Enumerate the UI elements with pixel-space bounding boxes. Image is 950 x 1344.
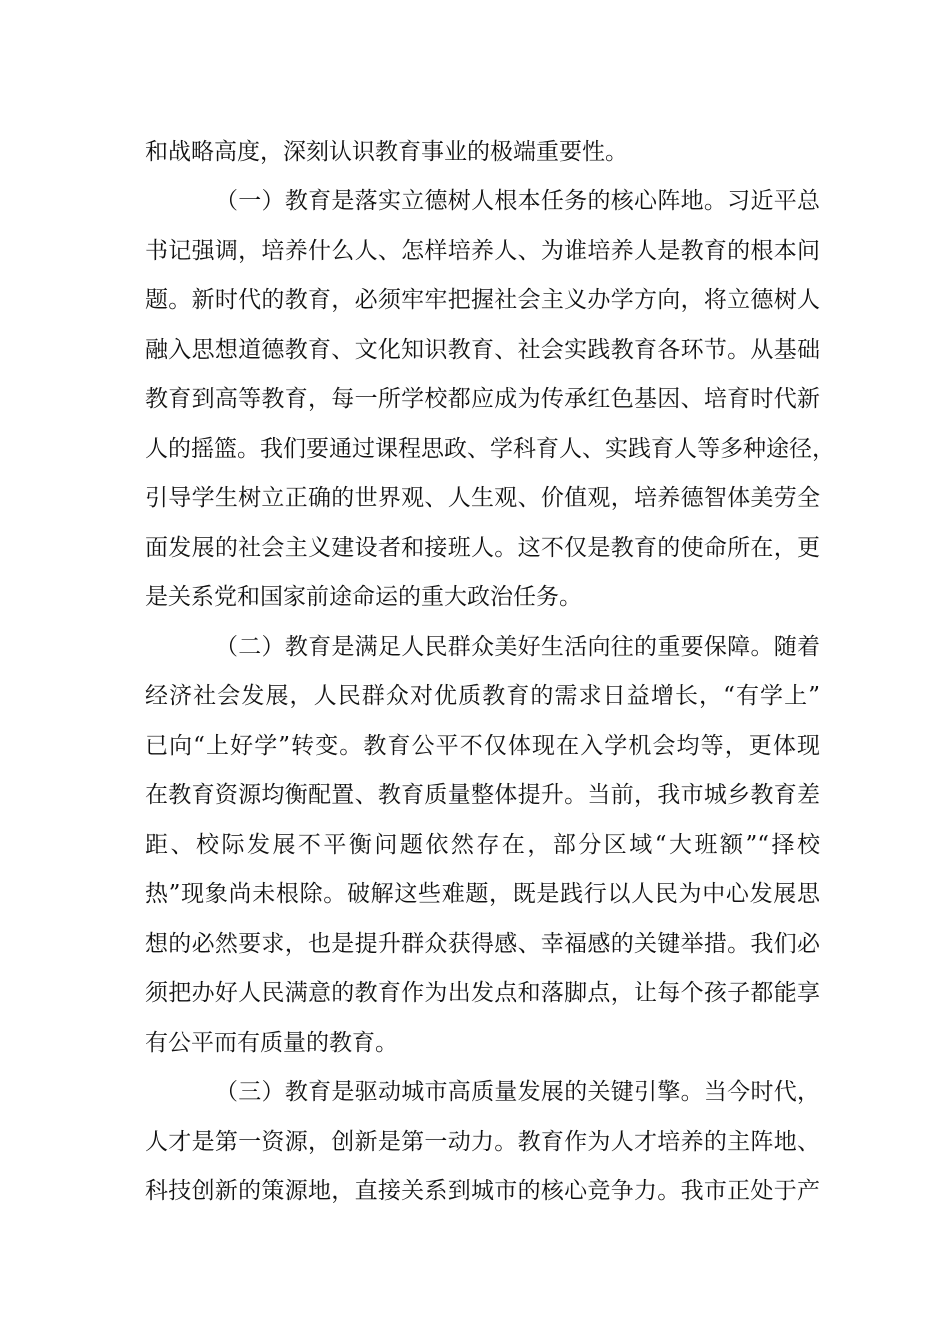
text-line: 人的摇篮。我们要通过课程思政、学科育人、实践育人等多种途径， — [145, 436, 835, 462]
text-line: 经济社会发展，人民群众对优质教育的需求日益增长，“有学上” — [145, 683, 820, 709]
text-line: 书记强调，培养什么人、怎样培养人、为谁培养人是教育的根本问 — [145, 238, 820, 264]
text-line: 科技创新的策源地，直接关系到城市的核心竞争力。我市正处于产 — [145, 1178, 820, 1204]
text-line: 融入思想道德教育、文化知识教育、社会实践教育各环节。从基础 — [145, 337, 820, 363]
text-line: 引导学生树立正确的世界观、人生观、价值观，培养德智体美劳全 — [145, 485, 820, 511]
paragraph-3-first-line: （三）教育是驱动城市高质量发展的关键引擎。当今时代， — [215, 1079, 820, 1105]
paragraph-2-first-line: （二）教育是满足人民群众美好生活向往的重要保障。随着 — [215, 634, 820, 660]
text-line: 已向“上好学”转变。教育公平不仅体现在入学机会均等，更体现 — [145, 733, 820, 759]
text-line: 人才是第一资源，创新是第一动力。教育作为人才培养的主阵地、 — [145, 1129, 820, 1155]
text-line: 题。新时代的教育，必须牢牢把握社会主义办学方向，将立德树人 — [145, 287, 820, 313]
paragraph-1-first-line: （一）教育是落实立德树人根本任务的核心阵地。习近平总 — [215, 188, 820, 214]
text-line: 教育到高等教育，每一所学校都应成为传承红色基因、培育时代新 — [145, 386, 820, 412]
text-line: 想的必然要求，也是提升群众获得感、幸福感的关键举措。我们必 — [145, 931, 820, 957]
text-line: 面发展的社会主义建设者和接班人。这不仅是教育的使命所在，更 — [145, 535, 820, 561]
text-line: 须把办好人民满意的教育作为出发点和落脚点，让每个孩子都能享 — [145, 980, 820, 1006]
text-line: 在教育资源均衡配置、教育质量整体提升。当前，我市城乡教育差 — [145, 782, 820, 808]
text-line: 热”现象尚未根除。破解这些难题，既是践行以人民为中心发展思 — [145, 881, 820, 907]
text-line: 是关系党和国家前途命运的重大政治任务。 — [145, 584, 582, 610]
text-line: 距、校际发展不平衡问题依然存在，部分区域“大班额”“择校 — [145, 832, 820, 858]
text-line: 有公平而有质量的教育。 — [145, 1030, 398, 1056]
text-line: 和战略高度，深刻认识教育事业的极端重要性。 — [145, 139, 628, 165]
